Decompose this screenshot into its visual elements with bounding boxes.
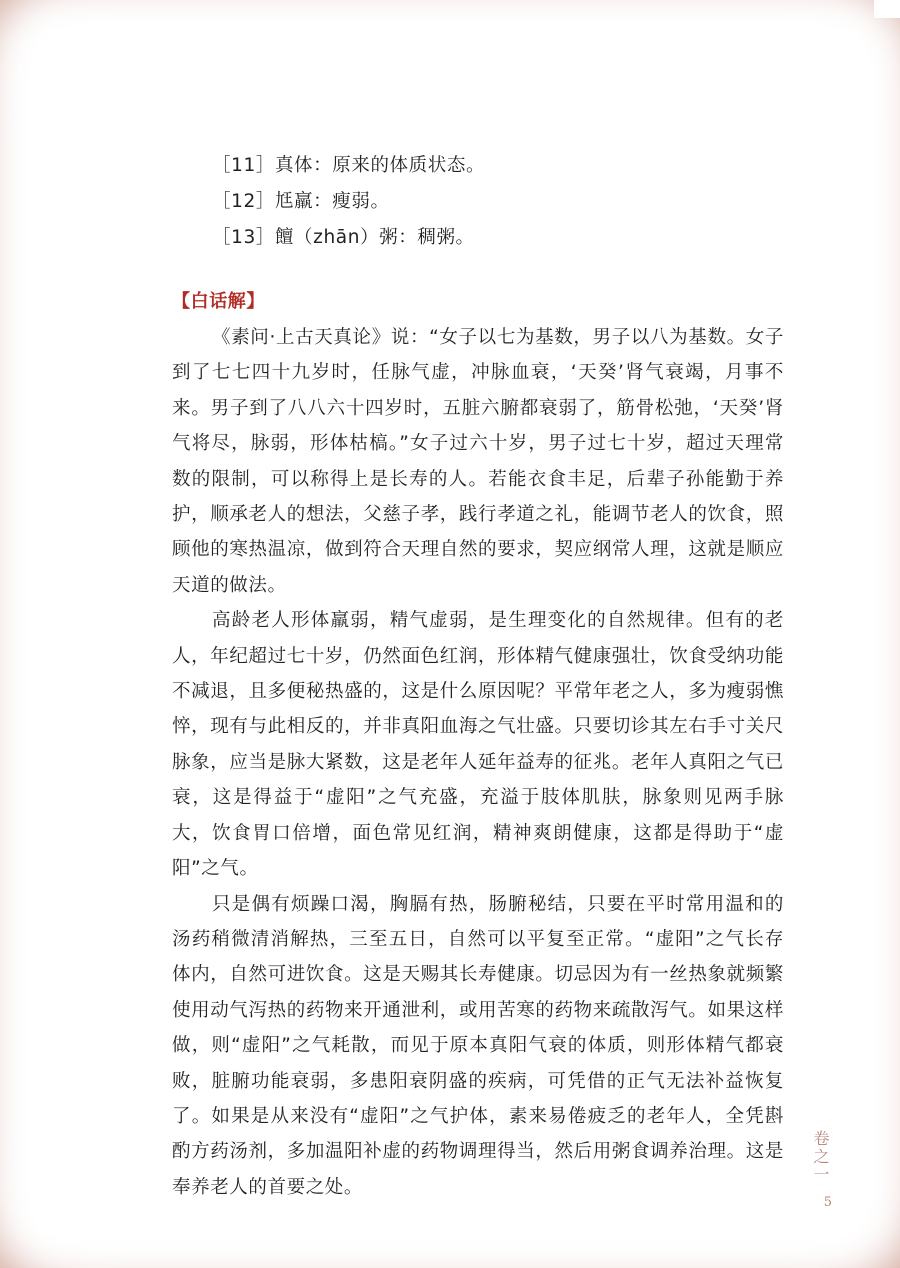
page-number: 5 — [823, 1195, 832, 1210]
annotation-12: ［12］尪羸：瘦弱。 — [212, 191, 390, 212]
page-content — [172, 148, 784, 1205]
paragraph-2: 高龄老人形体羸弱，精气虚弱，是生理变化的自然规律。但有的老人，年纪超过七十岁，仍然面色红润，形体精气健康强壮，饮食受纳功能不减退，且多便秘热盛的，这是什么原因呢？平常年老之人，多为瘦弱憔悴，现有与此相反的，并非真阳血海之气壮盛。只要切诊其左右手寸关尺脉象，应当是脉大紧数，这是老年人延年益寿的征兆。老年人真阳之气已衰，这是得益于“虚阳”之气充盛，充溢于肢体肌肤，脉象则见两手脉大，饮食胃口倍增，面色常见红润，精神爽朗健康，这都是得助于“虚阳”之气。 — [172, 610, 784, 880]
paragraph-1: 《素问·上古天真论》说：“女子以七为基数，男子以八为基数。女子到了七七四十九岁时，任脉气虚，冲脉血衰，‘天癸’肾气衰竭，月事不来。男子到了八八六十四岁时，五脏六腑都衰弱了，筋骨松弛，‘天癸’肾气将尽，脉弱，形体枯槁。”女子过六十岁，男子过七十岁，超过天理常数的限制，可以称得上是长寿的人。若能衣食丰足，后辈子孙能勤于养护，顺承老人的想法，父慈子孝，践行孝道之礼，能调节老人的饮食，照顾他的寒热温凉，做到符合天理自然的要求，契应纲常人理，这就是顺应天道的做法。 — [172, 327, 784, 596]
annotation-13: ［13］饘（zhān）粥：稠粥。 — [212, 227, 475, 248]
section-heading: 【白话解】 — [172, 291, 265, 312]
volume-label: 卷之一 — [811, 1130, 830, 1184]
paragraph-3: 只是偶有烦躁口渴，胸膈有热，肠腑秘结，只要在平时常用温和的汤药稍微清消解热，三至五日，自然可以平复至正常。“虚阳”之气长存体内，自然可进饮食。这是天赐其长寿健康。切忌因为有一丝热象就频繁使用动气泻热的药物来开通泄利，或用苦寒的药物来疏散泻气。如果这样做，则“虚阳”之气耗散，而见于原本真阳气衰的体质，则形体精气都衰败，脏腑功能衰弱，多患阳衰阴盛的疾病，可凭借的正气无法补益恢复了。如果是从来没有“虚阳”之气护体，素来易倦疲乏的老年人，全凭斟酌方药汤剂，多加温阳补虚的药物调理得当，然后用粥食调养治理。这是奉养老人的首要之处。 — [172, 893, 784, 1198]
annotation-11: ［11］真体：原来的体质状态。 — [212, 155, 486, 176]
corner-tab — [874, 0, 900, 18]
